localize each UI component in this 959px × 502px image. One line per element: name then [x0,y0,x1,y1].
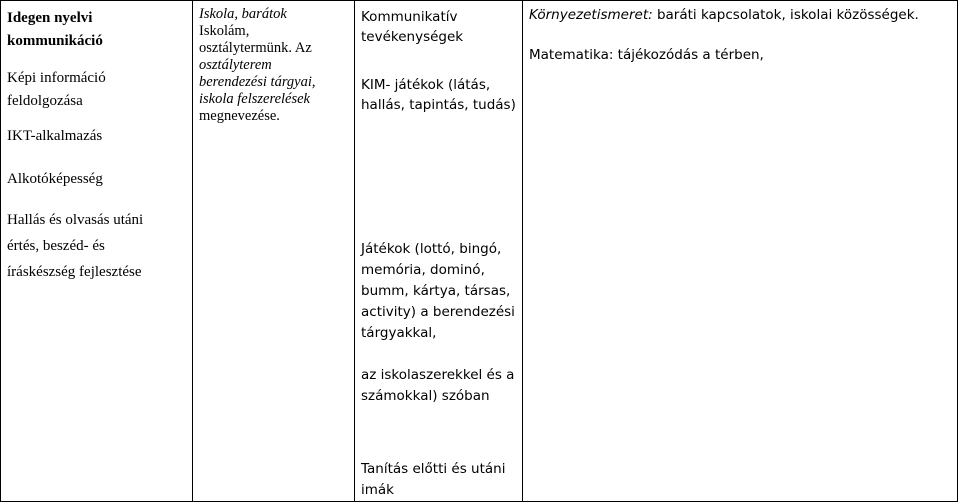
environment-connection [529,5,957,25]
competence-item: Alkotóképesség [7,171,103,187]
competence-item: IKT-alkalmazás [7,128,103,144]
topic-line: Iskolám, [199,23,250,39]
competence-title-line1: Idegen nyelvi [7,10,93,26]
games-line: activity) a berendezési [361,304,515,320]
games-line: memória, dominó, [361,262,485,278]
activities-heading-line2: tevékenységek [361,29,464,45]
competence-item: értés, beszéd- és [7,238,105,254]
prayer-line: Tanítás előtti és utáni [361,461,506,477]
competence-item: íráskészség fejlesztése [7,264,142,280]
activities-heading-line1: Kommunikatív [361,9,458,25]
games-line: bumm, kártya, társas, [361,283,511,299]
math-label: Matematika: [529,47,614,63]
kim-games-line2: hallás, tapintás, tudás) [361,97,516,113]
table-row [1,1,958,502]
competence-item: Képi információ [7,70,106,86]
kim-games-line1: KIM- játékok (látás, [361,77,491,93]
competence-item: Hallás és olvasás utáni [7,212,144,228]
topic-line: iskola felszerelések [199,91,310,107]
competence-cell [1,1,193,502]
topic-line: osztálytermünk. Az [199,40,312,56]
games-line: tárgyakkal, [361,325,437,341]
topic-line: berendezési tárgyai, [199,74,316,90]
environment-text: baráti kapcsolatok, iskolai közösségek. [652,7,919,23]
topic-heading: Iskola, barátok [199,6,287,22]
topic-line: osztályterem [199,57,272,73]
competence-item: feldolgozása [7,93,83,109]
topic-line: megnevezése. [199,108,280,124]
math-text: tájékozódás a térben, [613,47,764,63]
prayer-block [361,459,522,501]
connections-text [523,1,957,65]
games-block [361,239,522,344]
competence-title-line2: kommunikáció [7,33,103,49]
topic-text [193,1,354,125]
games-line: Játékok (lottó, bingó, [361,241,502,257]
activities-cell [355,1,523,502]
environment-label: Környezetismeret: [529,7,653,23]
math-connection [529,45,957,65]
competence-list [1,1,192,285]
tools-line: az iskolaszerekkel és a [361,367,515,383]
topic-cell [193,1,355,502]
prayer-line: imák [361,482,394,498]
tools-line: számokkal) szóban [361,388,490,404]
tools-block [361,365,522,407]
connections-cell [523,1,958,502]
activities-text [355,1,522,501]
